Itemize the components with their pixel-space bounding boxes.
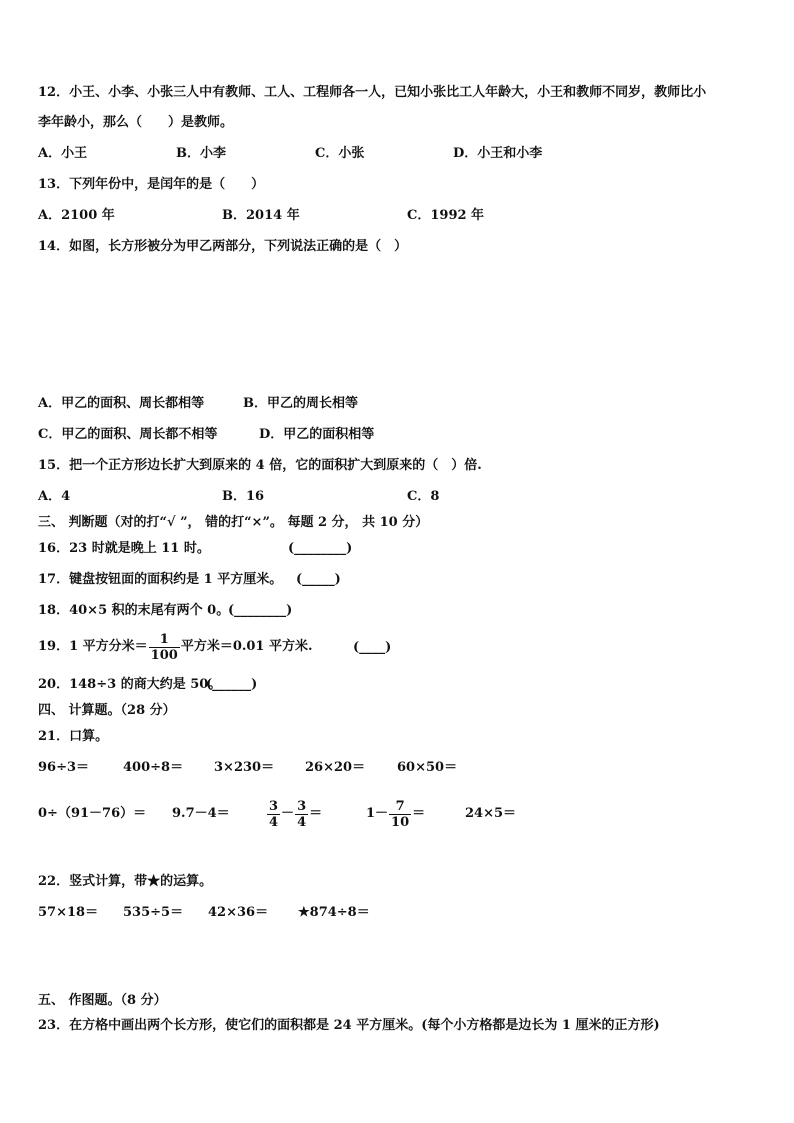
q21-equals-sign: ＝ (309, 806, 323, 821)
q15-option-c: C．8 (407, 489, 440, 504)
q14-stem: 14．如图，长方形被分为甲乙两部分，下列说法正确的是（ ） (38, 239, 408, 254)
q19-line (38, 630, 313, 664)
q13-option-c: C．1992 年 (407, 208, 485, 223)
q12-line1: 12．小王、小李、小张三人中有教师、工人、工程师各一人，已知小张比工人年龄大，小王和教师不同岁，教师比小 (38, 85, 707, 100)
q21-minus-sign: － (281, 806, 295, 821)
q14-option-b: B．甲乙的周长相等 (243, 396, 358, 411)
q21-row1-item-1: 96÷3＝ (38, 760, 90, 775)
q21-fraction-2-numerator: 3 (297, 798, 307, 814)
q15-stem: 15．把一个正方形边长扩大到原来的 4 倍，它的面积扩大到原来的（ ）倍. (38, 458, 482, 473)
q22-stem: 22．竖式计算，带★的运算。 (38, 874, 213, 889)
q12-option-a: A．小王 (38, 146, 88, 161)
q22-item-4: ★874÷8＝ (298, 905, 370, 920)
q18-answer-blank: (________) (228, 603, 293, 618)
q15-option-b: B．16 (222, 489, 265, 504)
q21-fraction-2-denominator: 4 (297, 814, 307, 830)
q21-row1-item-3: 3×230＝ (214, 760, 275, 775)
q21-fraction-1-denominator: 4 (269, 814, 279, 830)
q19-post: 平方米＝0.01 平方米. (180, 639, 313, 654)
q20-answer-blank: (______) (206, 677, 258, 692)
q16-answer-blank: (________) (288, 541, 353, 556)
q21-row2-item-2: 9.7－4＝ (172, 806, 230, 821)
q19-answer-blank: (____) (353, 640, 392, 655)
q21-row1-item-4: 26×20＝ (305, 760, 366, 775)
q19-fraction (149, 632, 180, 663)
q14-option-d: D．甲乙的面积相等 (259, 427, 375, 442)
q21-equals-sign-2: ＝ (412, 806, 426, 821)
q22-item-2: 535÷5＝ (123, 905, 184, 920)
q13-option-a: A．2100 年 (38, 208, 115, 223)
q21-fraction-1-numerator: 3 (269, 798, 279, 814)
q12-line2: 李年龄小，那么（ ）是教师。 (38, 115, 234, 130)
q13-option-b: B．2014 年 (222, 208, 300, 223)
q22-item-3: 42×36＝ (208, 905, 269, 920)
q23-text: 23．在方格中画出两个长方形，使它们的面积都是 24 平方厘米。(每个小方格都是边长为 1 厘米的正方形) (38, 1018, 660, 1033)
q21-row1-item-5: 60×50＝ (397, 760, 458, 775)
q20-text: 20．148÷3 的商大约是 50。 (38, 677, 222, 692)
q17-text: 17．键盘按钮面的面积约是 1 平方厘米。 (38, 572, 283, 587)
q12-option-d: D．小王和小李 (453, 146, 543, 161)
q21-row1-item-2: 400÷8＝ (123, 760, 184, 775)
q21-fraction-3-denominator: 10 (391, 814, 410, 830)
q18-text: 18．40×5 积的末尾有两个 0。 (38, 603, 230, 618)
q14-option-a: A．甲乙的面积、周长都相等 (38, 396, 205, 411)
q21-fraction-2 (295, 799, 308, 830)
section-5-heading: 五、 作图题。（8 分） (38, 993, 167, 1008)
q15-option-a: A．4 (38, 489, 71, 504)
q21-fraction-3 (389, 799, 411, 830)
q21-row2-item-3 (266, 796, 322, 832)
q19-fraction-numerator: 1 (159, 631, 169, 647)
section-3-heading: 三、 判断题（对的打“√ ”， 错的打“×”。 每题 2 分， 共 10 分） (38, 515, 429, 530)
q21-row2-item-4 (366, 796, 425, 832)
q19-pre: 19．1 平方分米＝ (38, 639, 148, 654)
q13-stem: 13．下列年份中，是闰年的是（ ） (38, 177, 265, 192)
section-4-heading: 四、 计算题。（28 分） (38, 703, 176, 718)
q21-row2-item-5: 24×5＝ (465, 806, 517, 821)
q21-row2-item-1: 0÷（91－76）＝ (38, 806, 147, 821)
q21-fraction-1 (267, 799, 280, 830)
q17-answer-blank: (_____) (296, 572, 341, 587)
q19-fraction-denominator: 100 (150, 647, 178, 663)
q21-stem: 21．口算。 (38, 729, 109, 744)
q21-one-minus: 1－ (366, 806, 389, 821)
q12-option-b: B．小李 (176, 146, 226, 161)
q14-option-c: C．甲乙的面积、周长都不相等 (38, 427, 218, 442)
q12-option-c: C．小张 (315, 146, 365, 161)
q16-text: 16．23 时就是晚上 11 时。 (38, 541, 210, 556)
q22-item-1: 57×18＝ (38, 905, 99, 920)
q21-fraction-3-numerator: 7 (395, 798, 405, 814)
